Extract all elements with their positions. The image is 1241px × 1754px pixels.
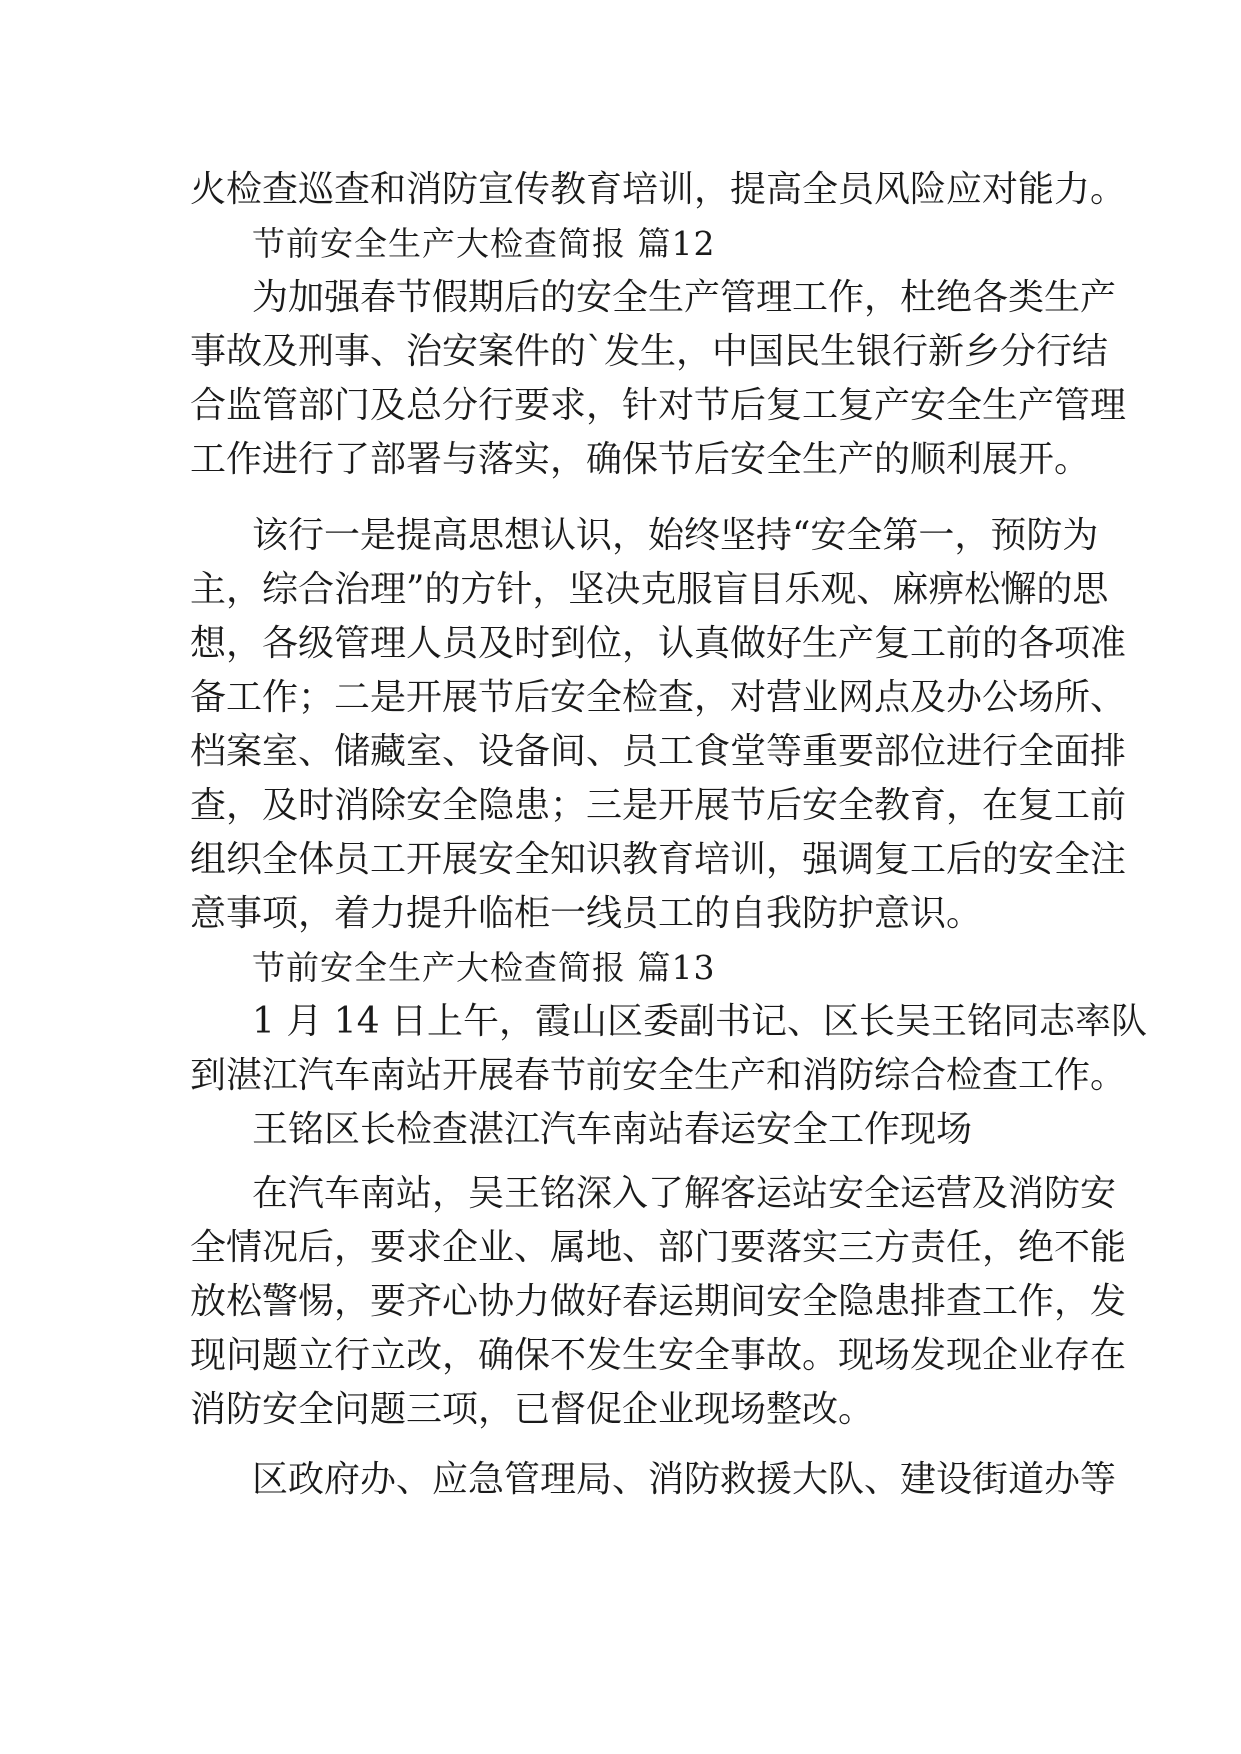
paragraph-line: 到湛江汽车南站开展春节前安全生产和消防综合检查工作。 <box>190 1055 1127 1096</box>
paragraph-line: 查，及时消除安全隐患；三是开展节后安全教育，在复工前 <box>190 785 1127 826</box>
paragraph-line: 工作进行了部署与落实，确保节后安全生产的顺利展开。 <box>190 439 1091 480</box>
paragraph-line: 主，综合治理”的方针，坚决克服盲目乐观、麻痹松懈的思 <box>190 569 1109 610</box>
paragraph-line: 事故及刑事、治安案件的`发生，中国民生银行新乡分行结 <box>190 331 1109 372</box>
paragraph-line: 该行一是提高思想认识，始终坚持“安全第一，预防为 <box>252 515 1099 556</box>
paragraph-line: 在汽车南站，吴王铭深入了解客运站安全运营及消防安 <box>252 1173 1117 1214</box>
paragraph-line: 意事项，着力提升临柜一线员工的自我防护意识。 <box>190 893 983 934</box>
paragraph-line: 备工作；二是开展节后安全检查，对营业网点及办公场所、 <box>190 677 1127 718</box>
paragraph-line: 全情况后，要求企业、属地、部门要落实三方责任，绝不能 <box>190 1227 1127 1268</box>
paragraph-line: 为加强春节假期后的安全生产管理工作，杜绝各类生产 <box>252 277 1117 318</box>
paragraph-line: 放松警惕，要齐心协力做好春运期间安全隐患排查工作，发 <box>190 1281 1127 1322</box>
paragraph-line: 合监管部门及总分行要求，针对节后复工复产安全生产管理 <box>190 385 1127 426</box>
paragraph-line: 现问题立行立改，确保不发生安全事故。现场发现企业存在 <box>190 1335 1127 1376</box>
paragraph-line: 组织全体员工开展安全知识教育培训，强调复工后的安全注 <box>190 839 1127 880</box>
paragraph-line: 想，各级管理人员及时到位，认真做好生产复工前的各项准 <box>190 623 1127 664</box>
paragraph-line: 1 月 14 日上午，霞山区委副书记、区长吴王铭同志率队 <box>252 1001 1148 1042</box>
paragraph-line: 火检查巡查和消防宣传教育培训，提高全员风险应对能力。 <box>190 169 1127 210</box>
section-heading: 节前安全生产大检查简报 篇13 <box>252 948 716 987</box>
paragraph-line: 档案室、储藏室、设备间、员工食堂等重要部位进行全面排 <box>190 731 1127 772</box>
paragraph-line: 消防安全问题三项，已督促企业现场整改。 <box>190 1389 875 1430</box>
photo-caption: 王铭区长检查湛江汽车南站春运安全工作现场 <box>252 1109 973 1150</box>
paragraph-line: 区政府办、应急管理局、消防救援大队、建设街道办等 <box>252 1459 1117 1500</box>
section-heading: 节前安全生产大检查简报 篇12 <box>252 224 716 263</box>
